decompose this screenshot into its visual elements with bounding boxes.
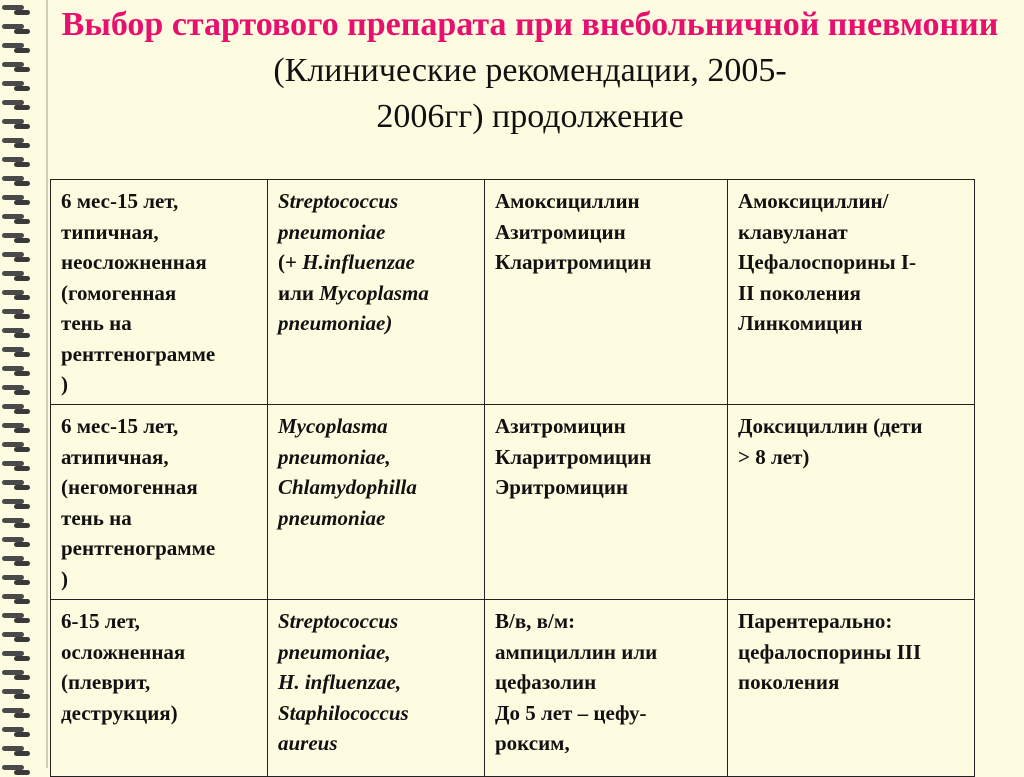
binding-ring [0, 232, 32, 244]
binding-ring [0, 80, 32, 92]
alternative-drug-cell: Доксициллин (дети > 8 лет) [728, 405, 975, 600]
binding-ring [0, 460, 32, 472]
binding-ring [0, 384, 32, 396]
binding-ring [0, 403, 32, 415]
binding-ring [0, 650, 32, 662]
title-rest-1: (Клинические рекомендации, 2005- [273, 52, 787, 89]
binding-ring [0, 346, 32, 358]
binding-ring [0, 707, 32, 719]
title-rest-2: 2006гг) продолжение [376, 98, 684, 135]
binding-ring [0, 327, 32, 339]
binding-ring [0, 498, 32, 510]
binding-ring [0, 251, 32, 263]
pathogen-cell: Streptococcus pneumoniae, H. influenzae, Staphilococcus aureus [268, 600, 485, 777]
binding-ring [0, 289, 32, 301]
treatment-table [50, 179, 975, 777]
binding-ring [0, 118, 32, 130]
binding-ring [0, 745, 32, 757]
first-line-drug-cell: В/в, в/м: ампициллин или цефазолин До 5 лет – цефу- роксим, [485, 600, 728, 777]
binding-ring [0, 479, 32, 491]
margin-line [46, 0, 48, 768]
first-line-drug-cell: Амоксициллин Азитромицин Кларитромицин [485, 180, 728, 405]
binding-ring [0, 23, 32, 35]
pathogen-cell: Streptococcus pneumoniae (+ H.influenzae или Mycoplasma pneumoniae) [268, 180, 485, 405]
first-line-drug-cell: Азитромицин Кларитромицин Эритромицин [485, 405, 728, 600]
binding-ring [0, 156, 32, 168]
binding-ring [0, 631, 32, 643]
binding-ring [0, 688, 32, 700]
binding-ring [0, 536, 32, 548]
notebook-binding [0, 0, 46, 768]
binding-ring [0, 270, 32, 282]
binding-ring [0, 593, 32, 605]
binding-ring [0, 517, 32, 529]
binding-ring [0, 612, 32, 624]
binding-ring [0, 42, 32, 54]
table-row [51, 405, 975, 600]
binding-ring [0, 308, 32, 320]
binding-ring [0, 441, 32, 453]
binding-ring [0, 555, 32, 567]
patient-group-cell: 6 мес-15 лет, атипичная, (негомогенная тень на рентгенограмме ) [51, 405, 268, 600]
binding-ring [0, 574, 32, 586]
alternative-drug-cell: Парентерально: цефалоспорины III поколения [728, 600, 975, 777]
table-row [51, 600, 975, 777]
binding-ring [0, 99, 32, 111]
binding-ring [0, 726, 32, 738]
patient-group-cell: 6 мес-15 лет, типичная, неосложненная (гомогенная тень на рентгенограмме ) [51, 180, 268, 405]
binding-ring [0, 61, 32, 73]
alternative-drug-cell: Амоксициллин/ клавуланат Цефалоспорины I- II поколения Линкомицин [728, 180, 975, 405]
binding-ring [0, 194, 32, 206]
binding-ring [0, 365, 32, 377]
binding-ring [0, 422, 32, 434]
binding-ring [0, 764, 32, 776]
binding-ring [0, 137, 32, 149]
patient-group-cell: 6-15 лет, осложненная (плеврит, деструкция) [51, 600, 268, 777]
pathogen-cell: Mycoplasma pneumoniae, Chlamydophilla pneumoniae [268, 405, 485, 600]
slide-title [50, 2, 1010, 140]
title-bold: Выбор стартового препарата при внебольничной пневмонии [61, 6, 999, 43]
binding-ring [0, 213, 32, 225]
table-row [51, 180, 975, 405]
binding-ring [0, 4, 32, 16]
binding-ring [0, 669, 32, 681]
binding-ring [0, 175, 32, 187]
